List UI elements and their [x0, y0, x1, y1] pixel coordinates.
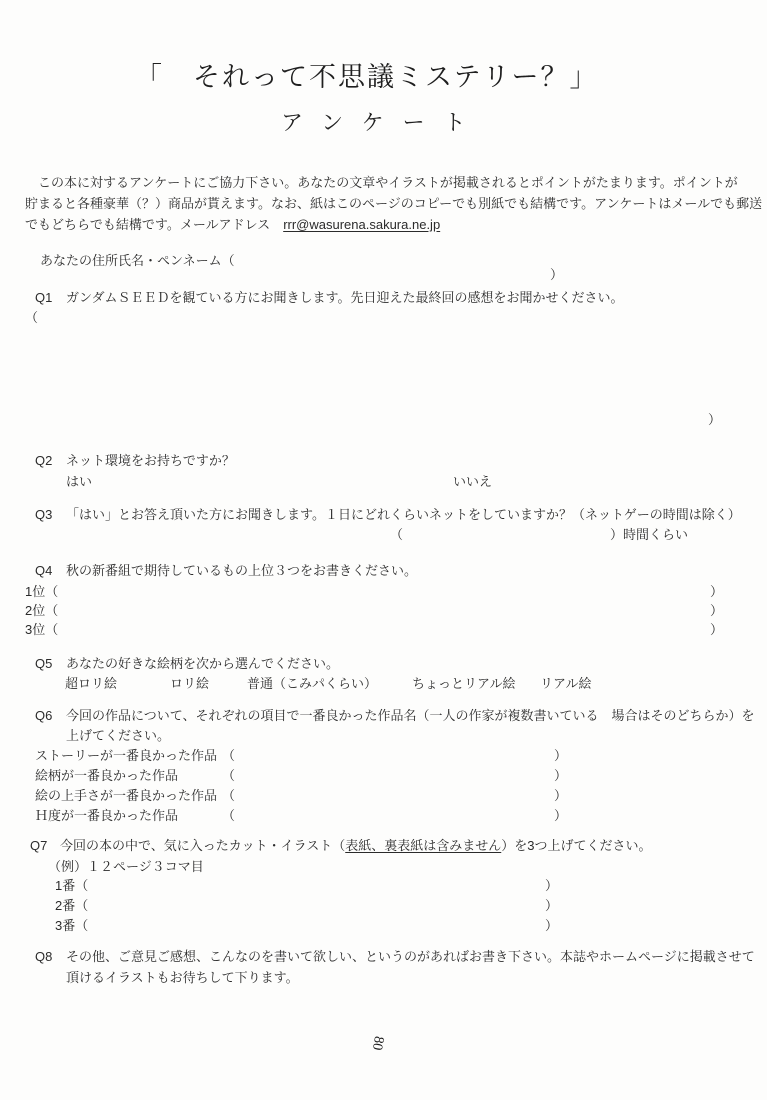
q4-rank-2-close-paren: ）	[710, 603, 724, 618]
q5-label: Q5	[35, 656, 53, 671]
q6-text-line-1: 今回の作品について、それぞれの項目で一番良かった作品名（一人の作家が複数書いている 場合はそのどちらか）を	[66, 708, 755, 723]
q6-item-story-open-paren: （	[222, 748, 236, 763]
intro-line-3	[25, 216, 440, 233]
q6-item-art-style: 絵柄が一番良かった作品	[35, 768, 179, 783]
q1-label: Q1	[35, 290, 53, 305]
q4-rank-3: 3位（	[25, 622, 59, 637]
q6-item-story-close-paren: ）	[554, 748, 568, 763]
q8-label: Q8	[35, 949, 53, 964]
q7-item-1-close-paren: ）	[545, 878, 559, 893]
page-number	[368, 1033, 387, 1052]
q6-item-art-skill: 絵の上手さが一番良かった作品	[35, 788, 218, 803]
q7-item-1: 1番（	[55, 878, 89, 893]
q4-label: Q4	[35, 563, 53, 578]
q5-option-loli: ロリ絵	[170, 676, 210, 691]
email-address: rrr@wasurena.sakura.ne.jp	[283, 217, 441, 232]
q1-text: ガンダムＳＥＥＤを観ている方にお聞きします。先日迎えた最終回の感想をお聞かせください。	[66, 290, 624, 305]
q1-answer-close-paren: ）	[708, 412, 722, 427]
q3-answer-open-paren: （	[390, 527, 404, 542]
q4-text: 秋の新番組で期待しているもの上位３つをお書きください。	[66, 563, 418, 578]
q7-item-3: 3番（	[55, 918, 89, 933]
q4-rank-3-close-paren: ）	[710, 622, 724, 637]
q4-rank-1: 1位（	[25, 584, 59, 599]
q6-item-story: ストーリーが一番良かった作品	[35, 748, 218, 763]
q6-item-h-level: Ｈ度が一番良かった作品	[35, 808, 179, 823]
page-title: 「 それって不思議ミステリー？」	[135, 62, 599, 92]
page-number-value: 80	[368, 1034, 387, 1052]
q8-text-line-2: 頂けるイラストもお待ちして下ります。	[66, 970, 299, 985]
q6-item-art-style-open-paren: （	[222, 768, 236, 783]
q7-label: Q7	[30, 838, 48, 853]
q7-item-3-close-paren: ）	[545, 918, 559, 933]
q4-rank-1-close-paren: ）	[710, 584, 724, 599]
q2-label: Q2	[35, 453, 53, 468]
q6-label: Q6	[35, 708, 53, 723]
q7-text-after: ）を3つ上げてください。	[501, 838, 652, 853]
q7-item-2-close-paren: ）	[545, 898, 559, 913]
q6-item-art-style-close-paren: ）	[554, 768, 568, 783]
q7-text	[60, 837, 651, 854]
q2-option-yes: はい	[66, 474, 93, 489]
intro-line-2: 貯まると各種豪華（？）商品が貰えます。なお、紙はこのページのコピーでも別紙でも結構です。アンケートはメールでも郵送	[25, 196, 763, 211]
q3-text: 「はい」とお答え頂いた方にお聞きします。１日にどれくらいネットをしていますか？（ネットゲーの時間は除く）	[66, 507, 741, 522]
q8-text-line-1: その他、ご意見ご感想、こんなのを書いて欲しい、というのがあればお書き下さい。本誌やホームページに掲載させて	[66, 949, 755, 964]
q7-text-before: 今回の本の中で、気に入ったカット・イラスト（	[60, 838, 346, 853]
q2-option-no: いいえ	[453, 474, 493, 489]
q7-example: （例）１２ページ３コマ目	[48, 859, 204, 874]
q5-option-real: リアル絵	[540, 676, 592, 691]
q2-text: ネット環境をお持ちですか？	[66, 453, 235, 468]
q6-item-art-skill-close-paren: ）	[554, 788, 568, 803]
name-field-label: あなたの住所氏名・ペンネーム（	[40, 253, 235, 268]
page-subtitle: アンケート	[281, 110, 485, 135]
q4-rank-2: 2位（	[25, 603, 59, 618]
q7-text-underlined: 表紙、裏表紙は含みません	[345, 838, 502, 853]
q7-item-2: 2番（	[55, 898, 89, 913]
q5-option-super-loli: 超ロリ絵	[65, 676, 118, 691]
intro-line-3-text: でもどちらでも結構です。メールアドレス	[25, 217, 284, 232]
q1-answer-open-paren: （	[25, 310, 39, 325]
q6-item-h-level-close-paren: ）	[554, 808, 568, 823]
q3-label: Q3	[35, 507, 53, 522]
q5-option-bit-real: ちょっとリアル絵	[412, 676, 516, 691]
name-field-close-paren: ）	[550, 267, 564, 282]
q6-item-art-skill-open-paren: （	[222, 788, 236, 803]
q6-item-h-level-open-paren: （	[222, 808, 236, 823]
q5-option-normal: 普通（こみパくらい）	[247, 676, 378, 691]
intro-line-1: この本に対するアンケートにご協力下さい。あなたの文章やイラストが掲載されるとポイントがたまります。ポイントが	[25, 175, 738, 190]
q3-answer-close-suffix: ）時間くらい	[610, 527, 689, 542]
q6-text-line-2: 上げてください。	[66, 728, 171, 743]
q5-text: あなたの好きな絵柄を次から選んでください。	[66, 656, 340, 671]
